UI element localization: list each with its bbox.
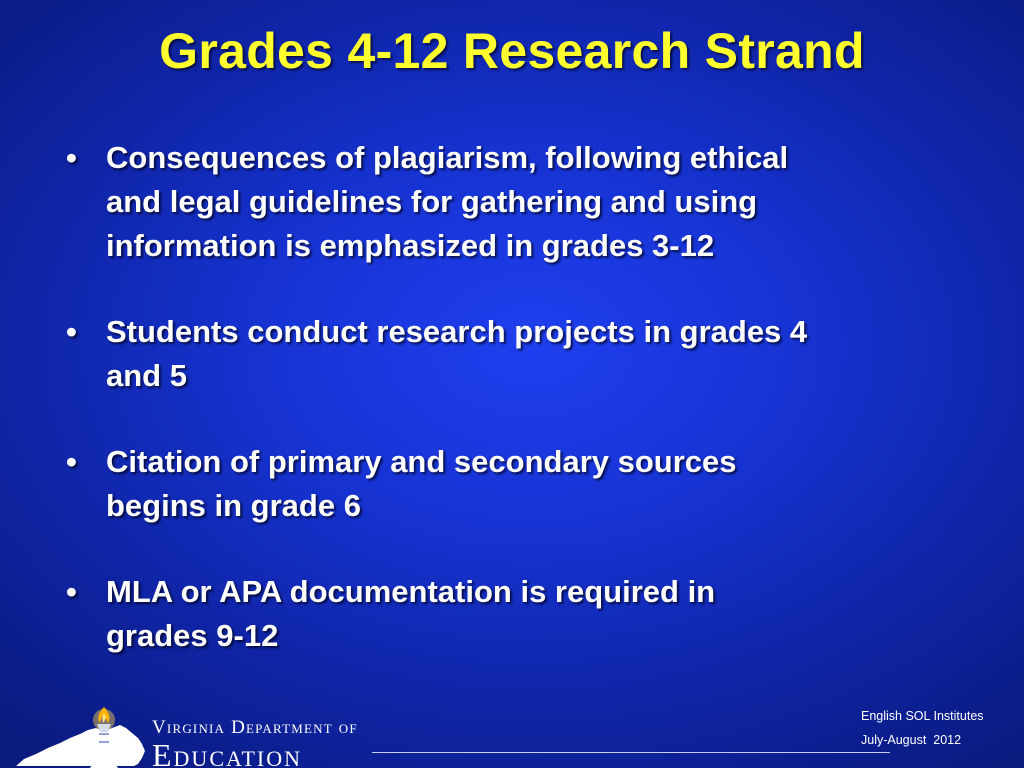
bullet-dot-icon: •: [66, 444, 77, 479]
logo-department-text: Virginia Department of: [152, 717, 358, 738]
bullet-item: [66, 310, 966, 398]
vdoe-logo: [14, 704, 370, 768]
footer-institute: English SOL Institutes: [861, 709, 984, 723]
bullet-line: grades 9-12: [106, 618, 279, 653]
virginia-state-torch-logo-icon: [14, 704, 154, 768]
footer-date: July-August 2012: [861, 733, 962, 747]
footer-divider: [372, 752, 890, 753]
slide-title: Grades 4-12 Research Strand: [159, 23, 865, 79]
bullet-line: Citation of primary and secondary sources: [106, 444, 737, 479]
bullet-item: [66, 440, 966, 528]
bullet-line: and legal guidelines for gathering and using: [106, 184, 758, 219]
bullet-line: MLA or APA documentation is required in: [106, 574, 716, 609]
bullet-dot-icon: •: [66, 140, 77, 175]
bullet-dot-icon: •: [66, 314, 77, 349]
bullet-item: [66, 136, 966, 268]
logo-education-text: Education: [152, 737, 302, 768]
bullet-line: Consequences of plagiarism, following ethical: [106, 140, 789, 175]
bullet-item: [66, 570, 966, 658]
bullet-dot-icon: •: [66, 574, 77, 609]
bullet-list: [66, 136, 966, 700]
bullet-line: Students conduct research projects in grades 4: [106, 314, 808, 349]
bullet-line: begins in grade 6: [106, 488, 361, 523]
footer-info: [861, 704, 984, 752]
bullet-line: information is emphasized in grades 3-12: [106, 228, 715, 263]
bullet-line: and 5: [106, 358, 187, 393]
